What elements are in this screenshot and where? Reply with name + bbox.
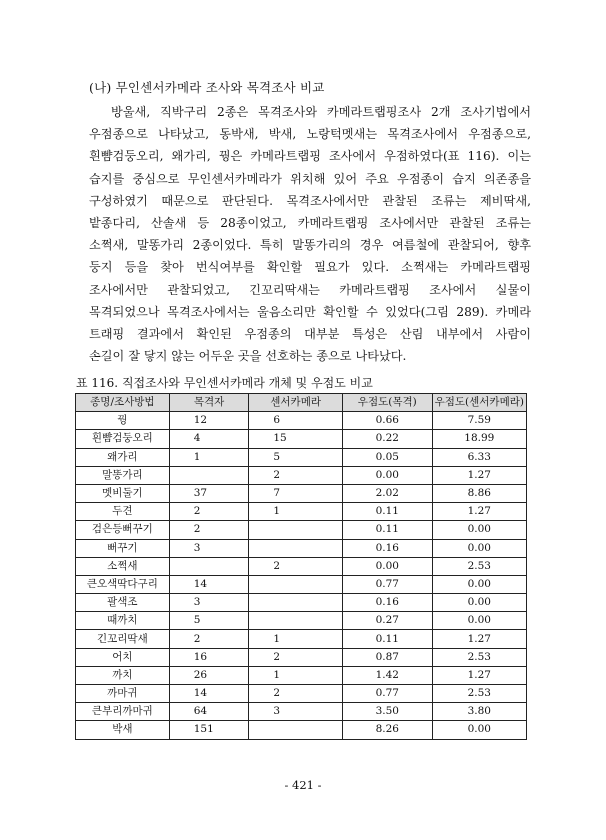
paragraph-line: 손길이 잘 닿지 않는 어두운 곳을 선호하는 종으로 나타났다. <box>89 349 407 364</box>
value-cell: 16 <box>169 648 249 666</box>
value-cell: 0.22 <box>342 430 432 448</box>
value-cell: 0.00 <box>342 557 432 575</box>
value-cell: 0.87 <box>342 648 432 666</box>
value-cell: 0.27 <box>342 612 432 630</box>
species-cell: 어치 <box>76 648 170 666</box>
value-cell: 7 <box>249 484 343 502</box>
species-cell: 때까치 <box>76 612 170 630</box>
value-cell: 0.11 <box>342 503 432 521</box>
value-cell: 0.00 <box>342 466 432 484</box>
paragraph-line: 구성하였기 때문으로 판단된다. 목격조사에서만 관찰된 조류는 제비딱새, <box>89 193 531 208</box>
value-cell: 8.26 <box>342 721 432 739</box>
value-cell: 0.05 <box>342 448 432 466</box>
species-cell: 꿩 <box>76 412 170 430</box>
value-cell: 14 <box>169 685 249 703</box>
species-cell: 큰오색딱다구리 <box>76 575 170 593</box>
value-cell: 26 <box>169 666 249 684</box>
page-number: - 421 - <box>284 778 322 792</box>
value-cell: 0.16 <box>342 594 432 612</box>
value-cell <box>249 594 343 612</box>
value-cell: 1.42 <box>342 666 432 684</box>
value-cell: 0.16 <box>342 539 432 557</box>
table-body <box>76 412 527 739</box>
paragraph-line: 목격되었으나 목격조사에서는 울음소리만 확인할 수 있었다(그림 289). 카메라 <box>89 304 531 319</box>
species-cell: 박새 <box>76 721 170 739</box>
value-cell: 0.00 <box>432 575 526 593</box>
value-cell: 2 <box>169 630 249 648</box>
value-cell: 2 <box>169 503 249 521</box>
value-cell: 0.11 <box>342 630 432 648</box>
value-cell: 0.00 <box>432 539 526 557</box>
value-cell: 3.50 <box>342 703 432 721</box>
paragraph-line: 우점종으로 나타났고, 동박새, 박새, 노랑턱멧새는 목격조사에서 우점종으로, <box>89 127 531 142</box>
value-cell: 1.27 <box>432 503 526 521</box>
value-cell: 4 <box>169 430 249 448</box>
value-cell: 8.86 <box>432 484 526 502</box>
value-cell: 3 <box>169 539 249 557</box>
species-cell: 긴꼬리딱새 <box>76 630 170 648</box>
value-cell <box>249 612 343 630</box>
species-cell: 팔색조 <box>76 594 170 612</box>
value-cell <box>249 539 343 557</box>
value-cell: 1 <box>169 448 249 466</box>
table-row <box>76 412 527 430</box>
value-cell: 2 <box>249 466 343 484</box>
section-heading: (나) 무인센서카메라 조사와 목격조사 비교 <box>89 80 325 95</box>
species-cell: 소쩍새 <box>76 557 170 575</box>
value-cell: 5 <box>169 612 249 630</box>
value-cell <box>249 721 343 739</box>
value-cell: 0.77 <box>342 575 432 593</box>
value-cell: 1.27 <box>432 630 526 648</box>
body-paragraph <box>89 101 531 367</box>
species-cell: 검은등뻐꾸기 <box>76 521 170 539</box>
value-cell: 3 <box>249 703 343 721</box>
value-cell: 37 <box>169 484 249 502</box>
table-row <box>76 648 527 666</box>
value-cell <box>169 557 249 575</box>
value-cell: 0.77 <box>342 685 432 703</box>
value-cell: 0.00 <box>432 612 526 630</box>
value-cell <box>249 575 343 593</box>
table-row <box>76 612 527 630</box>
value-cell: 6 <box>249 412 343 430</box>
value-cell: 18.99 <box>432 430 526 448</box>
value-cell: 2.02 <box>342 484 432 502</box>
value-cell <box>169 466 249 484</box>
value-cell <box>249 521 343 539</box>
value-cell: 3 <box>169 594 249 612</box>
table-row <box>76 703 527 721</box>
table-row <box>76 539 527 557</box>
value-cell: 2 <box>249 685 343 703</box>
value-cell: 0.66 <box>342 412 432 430</box>
value-cell: 0.00 <box>432 521 526 539</box>
comparison-table <box>75 393 527 740</box>
paragraph-line: 습지를 중심으로 무인센서카메라가 위치해 있어 주요 우점종이 습지 의존종을 <box>89 171 531 186</box>
value-cell: 6.33 <box>432 448 526 466</box>
species-cell: 왜가리 <box>76 448 170 466</box>
species-cell: 큰부리까마귀 <box>76 703 170 721</box>
paragraph-line: 둥지 등을 찾아 번식여부를 확인할 필요가 있다. 소쩍새는 카메라트랩핑 <box>89 260 531 275</box>
column-header: 센서카메라 <box>249 394 343 412</box>
species-cell: 흰뺨검둥오리 <box>76 430 170 448</box>
table-row <box>76 521 527 539</box>
table-row <box>76 575 527 593</box>
paragraph-line: 흰뺨검둥오리, 왜가리, 꿩은 카메라트랩핑 조사에서 우점하였다(표 116). 이는 <box>89 149 531 164</box>
table-row <box>76 630 527 648</box>
value-cell: 0.11 <box>342 521 432 539</box>
species-cell: 두견 <box>76 503 170 521</box>
paragraph-line: 트래핑 결과에서 확인된 우점종의 대부분 특성은 산림 내부에서 사람이 <box>89 326 531 341</box>
species-cell: 뻐꾸기 <box>76 539 170 557</box>
value-cell: 2 <box>169 521 249 539</box>
value-cell: 0.00 <box>432 594 526 612</box>
value-cell: 0.00 <box>432 721 526 739</box>
column-header: 종명/조사방법 <box>76 394 170 412</box>
value-cell: 2.53 <box>432 648 526 666</box>
value-cell: 3.80 <box>432 703 526 721</box>
species-cell: 말똥가리 <box>76 466 170 484</box>
column-header: 목격자 <box>169 394 249 412</box>
column-header: 우점도(센서카메라) <box>432 394 526 412</box>
paragraph-line: 방울새, 직박구리 2종은 목격조사와 카메라트랩핑조사 2개 조사기법에서 <box>111 105 531 119</box>
value-cell: 7.59 <box>432 412 526 430</box>
value-cell: 2 <box>249 557 343 575</box>
table-row <box>76 503 527 521</box>
table-header-row <box>76 394 527 412</box>
table-row <box>76 557 527 575</box>
table-row <box>76 430 527 448</box>
species-cell: 까마귀 <box>76 685 170 703</box>
value-cell: 1 <box>249 666 343 684</box>
value-cell: 151 <box>169 721 249 739</box>
value-cell: 1 <box>249 630 343 648</box>
table-row <box>76 685 527 703</box>
paragraph-line: 밭종다리, 산솔새 등 28종이었고, 카메라트랩핑 조사에서만 관찰된 조류는 <box>89 215 531 230</box>
table-row <box>76 448 527 466</box>
value-cell: 14 <box>169 575 249 593</box>
value-cell: 15 <box>249 430 343 448</box>
table-row <box>76 594 527 612</box>
value-cell: 5 <box>249 448 343 466</box>
value-cell: 12 <box>169 412 249 430</box>
table-row <box>76 721 527 739</box>
value-cell: 1 <box>249 503 343 521</box>
table-caption: 표 116. 직접조사와 무인센서카메라 개체 및 우점도 비교 <box>76 376 373 390</box>
species-cell: 까치 <box>76 666 170 684</box>
value-cell: 64 <box>169 703 249 721</box>
value-cell: 2.53 <box>432 557 526 575</box>
paragraph-line: 소쩍새, 말똥가리 2종이었다. 특히 말똥가리의 경우 여름철에 관찰되어, 향후 <box>89 238 531 253</box>
table-row <box>76 666 527 684</box>
value-cell: 1.27 <box>432 466 526 484</box>
table-row <box>76 466 527 484</box>
value-cell: 1.27 <box>432 666 526 684</box>
column-header: 우점도(목격) <box>342 394 432 412</box>
paragraph-line: 조사에서만 관찰되었고, 긴꼬리딱새는 카메라트랩핑 조사에서 실물이 <box>89 282 531 297</box>
table-row <box>76 484 527 502</box>
value-cell: 2.53 <box>432 685 526 703</box>
species-cell: 멧비둘기 <box>76 484 170 502</box>
value-cell: 2 <box>249 648 343 666</box>
